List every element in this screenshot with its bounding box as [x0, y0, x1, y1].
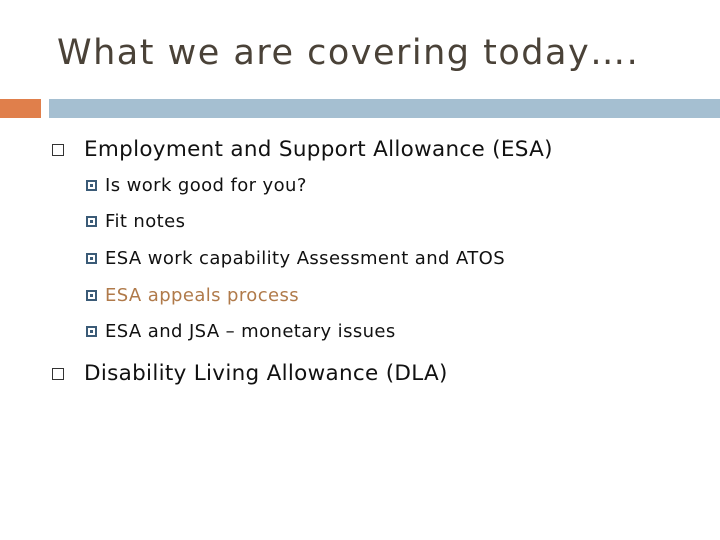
- sub-bullet-item: [86, 248, 505, 269]
- filled-square-icon: [86, 180, 97, 191]
- sub-bullet-item: [86, 175, 307, 196]
- sub-bullet-text: ESA and JSA – monetary issues: [105, 321, 396, 342]
- hollow-square-icon: [52, 144, 64, 156]
- filled-square-icon: [86, 290, 97, 301]
- sub-bullet-text: Is work good for you?: [105, 175, 307, 196]
- filled-square-icon: [86, 326, 97, 337]
- bullet-item: [52, 137, 553, 162]
- bullet-text: Disability Living Allowance (DLA): [84, 361, 448, 386]
- bullet-text: Employment and Support Allowance (ESA): [84, 137, 553, 162]
- filled-square-icon: [86, 253, 97, 264]
- bullet-item: [52, 361, 448, 386]
- sub-bullet-item: [86, 211, 185, 232]
- sub-bullet-text-highlighted: ESA appeals process: [105, 285, 300, 306]
- slide-title: What we are covering today….: [57, 33, 640, 73]
- sub-bullet-item: [86, 321, 396, 342]
- sub-bullet-text: ESA work capability Assessment and ATOS: [105, 248, 506, 269]
- filled-square-icon: [86, 216, 97, 227]
- sub-bullet-text: Fit notes: [105, 211, 186, 232]
- hollow-square-icon: [52, 368, 64, 380]
- sub-bullet-item: [86, 285, 299, 306]
